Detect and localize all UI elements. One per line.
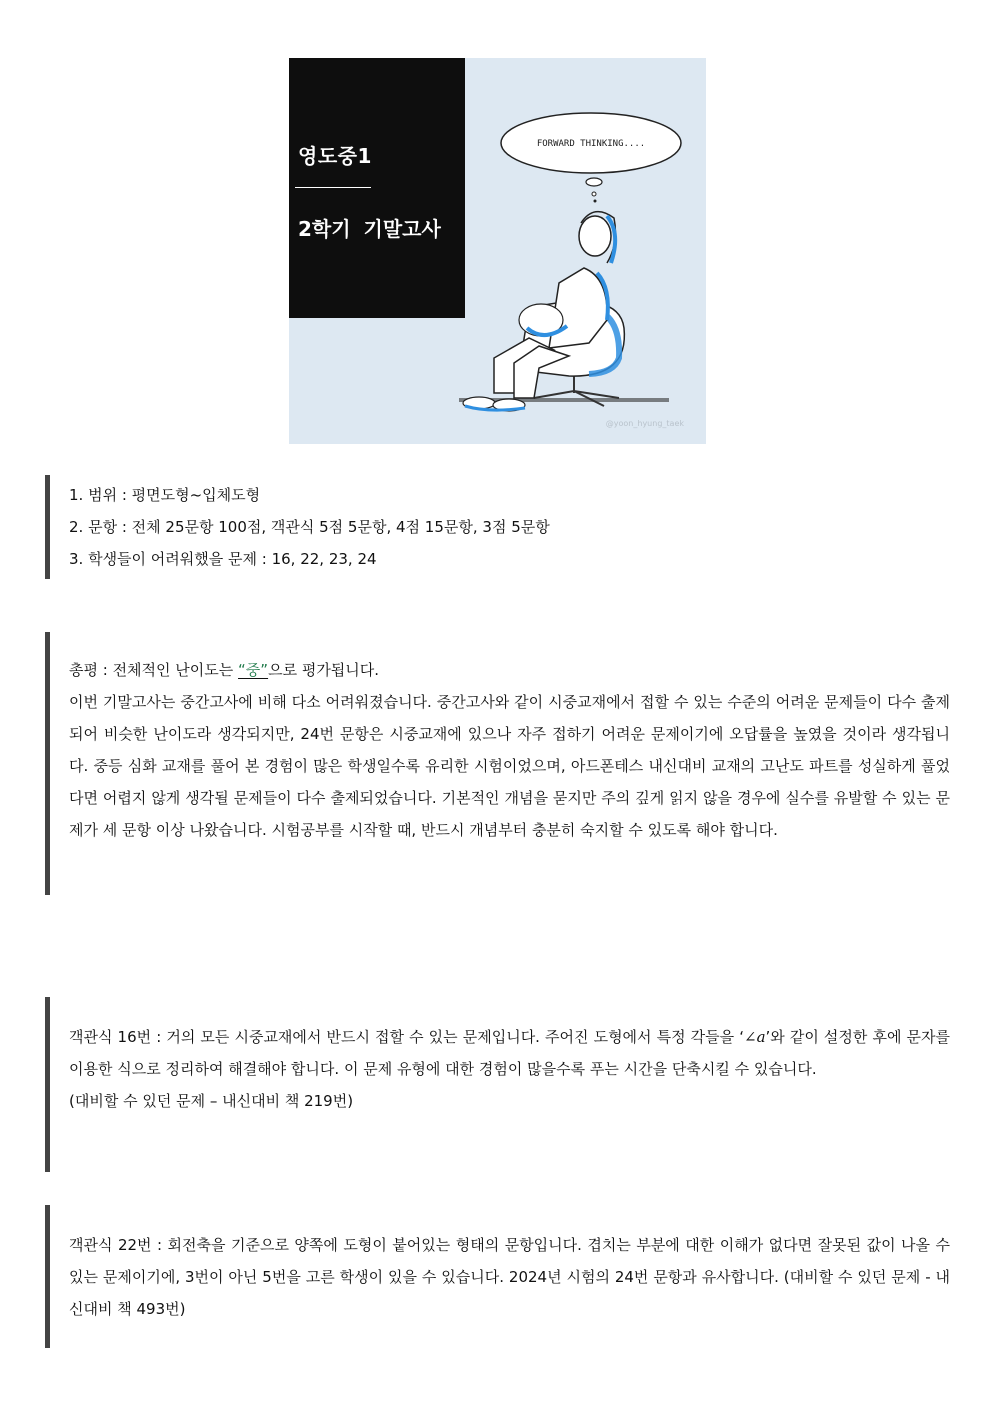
artist-watermark: @yoon_hyung_taek [605,419,684,428]
summary-item-difficult: 3. 학생들이 어려워했을 문제 : 16, 22, 23, 24 [69,550,377,568]
question-16-text-after: ’와 같이 설정한 후에 문자를 이용한 식으로 정리하여 해결해야 합니다. 이 문제 유형에 대한 경험이 많을수록 푸는 시간을 단축시킬 수 있습니다. [69,1028,950,1078]
summary-item-questions: 2. 문항 : 전체 25문항 100점, 객관식 5점 5문항, 4점 15문항, 3점 5문항 [69,518,550,536]
question-22-text: 객관식 22번 : 회전축을 기준으로 양쪽에 도형이 붙어있는 형태의 문항입니다. 겹치는 부분에 대한 이해가 없다면 잘못된 값이 나올 수 있는 문제이기에, 3번이 아닌 5번을 고른 학생이 있을 수 있습니다. 2024년 시험의 24번 문항과 유사합니다. (대비할 수 있던 문제 - 내신대비 책 493번) [69,1236,951,1318]
question-16-text-before: 객관식 16번 : 거의 모든 시중교재에서 반드시 접할 수 있는 문제입니다. 주어진 도형에서 특정 각들을 ‘ [69,1028,744,1046]
title-divider [295,187,371,188]
overview-label-prefix: 총평 : 전체적인 난이도는 [69,661,239,679]
question-16-text [69,1021,950,1085]
difficulty-rating: “중” [238,661,269,679]
question-22-block [45,1205,950,1348]
overview-block [45,632,950,895]
summary-block [45,475,950,579]
title-box [289,58,465,318]
exam-title: 2학기 기말고사 [298,217,441,241]
bubble-text: FORWARD THINKING.... [536,139,646,149]
hero-image [289,58,706,444]
overview-body: 이번 기말고사는 중간고사에 비해 다소 어려워졌습니다. 중간고사와 같이 시중교재에서 접할 수 있는 수준의 어려운 문제들이 다수 출제되어 비슷한 난이도라 생각되지만, 24번 문항은 시중교재에 있으나 자주 접하기 어려운 문제이기에 오답률을 높였을 것이라 생각됩니다. 중등 심화 교재를 풀어 본 경험이 많은 학생일수록 유리한 시험이었으며, 아드폰테스 내신대비 교재의 고난도 파트를 성실하게 풀었다면 어렵지 않게 생각될 문제들이 다수 출제되었습니다. 기본적인 개념을 묻지만 주의 깊게 읽지 않을 경우에 실수를 유발할 수 있는 문제가 세 문항 이상 나왔습니다. 시험공부를 시작할 때, 반드시 개념부터 충분히 숙지할 수 있도록 해야 합니다. [69,693,950,839]
overview-label-suffix: 으로 평가됩니다. [268,661,380,679]
angle-symbol: ∠a [744,1028,766,1046]
school-title: 영도중1 [298,144,372,168]
overview-heading [69,654,950,686]
question-16-block [45,997,950,1172]
question-16-reference: (대비할 수 있던 문제 – 내신대비 책 219번) [69,1092,354,1110]
summary-item-range: 1. 범위 : 평면도형~입체도형 [69,486,261,504]
